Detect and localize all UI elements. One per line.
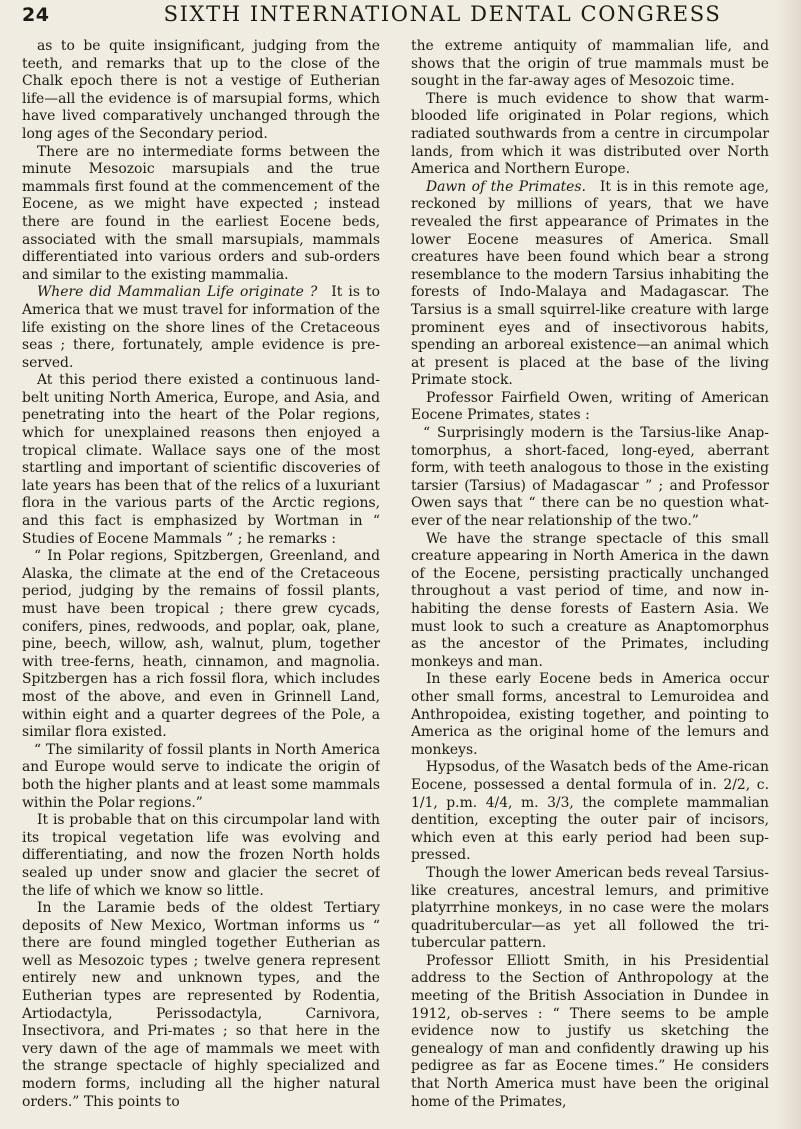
paragraph-text: “ In Polar regions, Spitzbergen, Greenland, and Alaska, the climate at the end of the Cretaceous period, judging by the remains of fossil plants, must have been tropical ; there grew cycads, conifers, pines, redwoods, and poplar, oak, plane, pine, beech, willow, ash, walnut, plum, together with tree-ferns, heath, cinnamon, and magnolia. Spitzbergen has a rich fossil flora, which includes most of the above, and even in Grinnell Land, within eight and a quarter degrees of the Pole, a similar flora existed.	[22, 548, 380, 741]
paragraph-text: as to be quite insignificant, judging from the teeth, and remarks that up to the close of the Chalk epoch there is not a vestige of Eutherian life—all the evidence is of marsupial forms, which have lived comparatively unchanged through the long ages of the Secondary period.	[22, 38, 380, 142]
paragraph	[22, 284, 380, 372]
right-column	[411, 38, 769, 1120]
paragraph-text: It is in this remote age, reckoned by millions of years, that we have revealed the first appearance of Primates in the lower Eocene measures of America. Small creatures have been found which bear a strong resemblance to the modern Tarsius inhabiting the forests of Indo-Malaya and Madagascar. The Tarsius is a small squirrel-like creature with large prominent eyes and of insectivorous habits, spending an arboreal existence—an animal which at present is placed at the base of the living Primate stock.	[411, 178, 769, 389]
paragraph	[411, 759, 769, 865]
paragraph-text: It is probable that on this circumpolar land with its tropical vegetation life was evolving and differentiating, and now the frozen North holds sealed up under snow and glacier the secret of the life of which we know so little.	[22, 812, 380, 899]
paragraph-text: There are no intermediate forms between the minute Mesozoic marsupials and the true mammals first found at the commencement of the Eocene, as we might have expected ; instead there are found in the earliest Eocene beds, associated with the small marsupials, mammals differentiated into various orders and sub-orders and similar to the existing mammalia.	[22, 143, 380, 283]
paragraph	[22, 38, 380, 144]
paragraph	[411, 179, 769, 390]
left-column	[22, 38, 380, 1120]
paragraph-text: “ Surprisingly modern is the Tarsius-like Anap-tomorphus, a short-faced, long-eyed, aberrant form, with teeth analogous to those in the existing tarsier (Tarsius) of Madagascar ” ; and Professor Owen says that “ there can be no question what-ever of the near relationship of the two.”	[411, 425, 769, 530]
paragraph	[22, 372, 380, 548]
running-head: SIXTH INTERNATIONAL DENTAL CONGRESS	[163, 2, 722, 26]
paragraph	[411, 390, 769, 425]
page-header	[22, 2, 797, 32]
paragraph	[411, 865, 769, 953]
paragraph	[411, 531, 769, 672]
paragraph-text: In these early Eocene beds in America occur other small forms, ancestral to Lemuroidea and Anthropoidea, existing together, and pointing to America as the original home of the lemurs and monkeys.	[411, 671, 769, 758]
paragraph-text: “ The similarity of fossil plants in North America and Europe would serve to indicate the origin of both the higher plants and at least some mammals within the Polar regions.”	[22, 741, 380, 811]
run-in-heading: Dawn of the Primates.	[426, 178, 586, 195]
paragraph-text: the extreme antiquity of mammalian life, and shows that the origin of true mammals must be sought in the far-away ages of Mesozoic time.	[411, 38, 769, 90]
paragraph	[411, 953, 769, 1111]
paragraph	[411, 38, 769, 91]
paragraph-text: Hypsodus, of the Wasatch beds of the Ame-rican Eocene, possessed a dental formula of in. 2/2, c. 1/1, p.m. 4/4, m. 3/3, the complete mammalian dentition, excepting the outer pair of incisors, which even at this early period had been sup-pressed.	[411, 759, 769, 864]
paragraph-text: It is to America that we must travel for information of the life existing on the shore lines of the Cretaceous seas ; there, fortunately, ample evidence is pre-served.	[22, 284, 380, 371]
paragraph	[411, 425, 769, 531]
paragraph	[22, 812, 380, 900]
paragraph	[411, 91, 769, 179]
page-edge-shadow	[775, 0, 801, 1129]
paragraph-text: There is much evidence to show that warm-blooded life originated in Polar regions, which radiated southwards from a centre in circumpolar lands, from which it was distributed over North America and Northern Europe.	[411, 90, 769, 178]
paragraph-text: In the Laramie beds of the oldest Tertiary deposits of New Mexico, Wortman informs us “ there are found mingled together Eutherian as well as Mesozoic types ; twelve genera represent entirely new and unknown types, and the Eutherian types are represented by Rodentia, Artiodactyla, Perissodactyla, Carnivora, Insectivora, and Pri-mates ; so that here in the very dawn of the age of mammals we meet with the strange spectacle of highly specialized and modern forms, including all the higher natural orders.” This points to	[22, 900, 380, 1110]
paragraph	[22, 742, 380, 812]
paragraph-text: We have the strange spectacle of this small creature appearing in North America in the dawn of the Eocene, persisting practically unchanged throughout a vast period of time, and now in-habiting the dense forests of Eastern Asia. We must look to such a creature as Anaptomorphus as the ancestor of the Primates, including monkeys and man.	[411, 530, 769, 670]
paragraph-text: At this period there existed a continuous land-belt uniting North America, Europe, and Asia, and penetrating into the heart of the Polar regions, which for unexplained reasons then enjoyed a tropical climate. Wallace says one of the most startling and important of scientific discoveries of late years has been that of the relics of a luxuriant flora in the various parts of the Arctic regions, and this fact is emphasized by Wortman in “ Studies of Eocene Mammals ” ; he remarks :	[22, 372, 380, 547]
paragraph	[22, 900, 380, 1111]
paragraph-text: Professor Fairfield Owen, writing of American Eocene Primates, states :	[411, 389, 769, 424]
paragraph-text: Professor Elliott Smith, in his Presidential address to the Section of Anthropology at the meeting of the British Association in Dundee in 1912, ob-serves : “ There seems to be ample evidence now to justify us sketching the genealogy of man and confidently drawing up his pedigree as far as Eocene times.” He considers that North America must have been the original home of the Primates,	[411, 952, 769, 1110]
paragraph	[22, 548, 380, 742]
run-in-heading: Where did Mammalian Life originate ?	[37, 284, 318, 301]
page-number: 24	[22, 4, 50, 26]
paragraph	[411, 671, 769, 759]
paragraph	[22, 144, 380, 285]
paragraph-text: Though the lower American beds reveal Tarsius-like creatures, ancestral lemurs, and primitive platyrrhine monkeys, in no case were the molars quadritubercular—as yet all followed the tri-tubercular pattern.	[411, 864, 769, 952]
